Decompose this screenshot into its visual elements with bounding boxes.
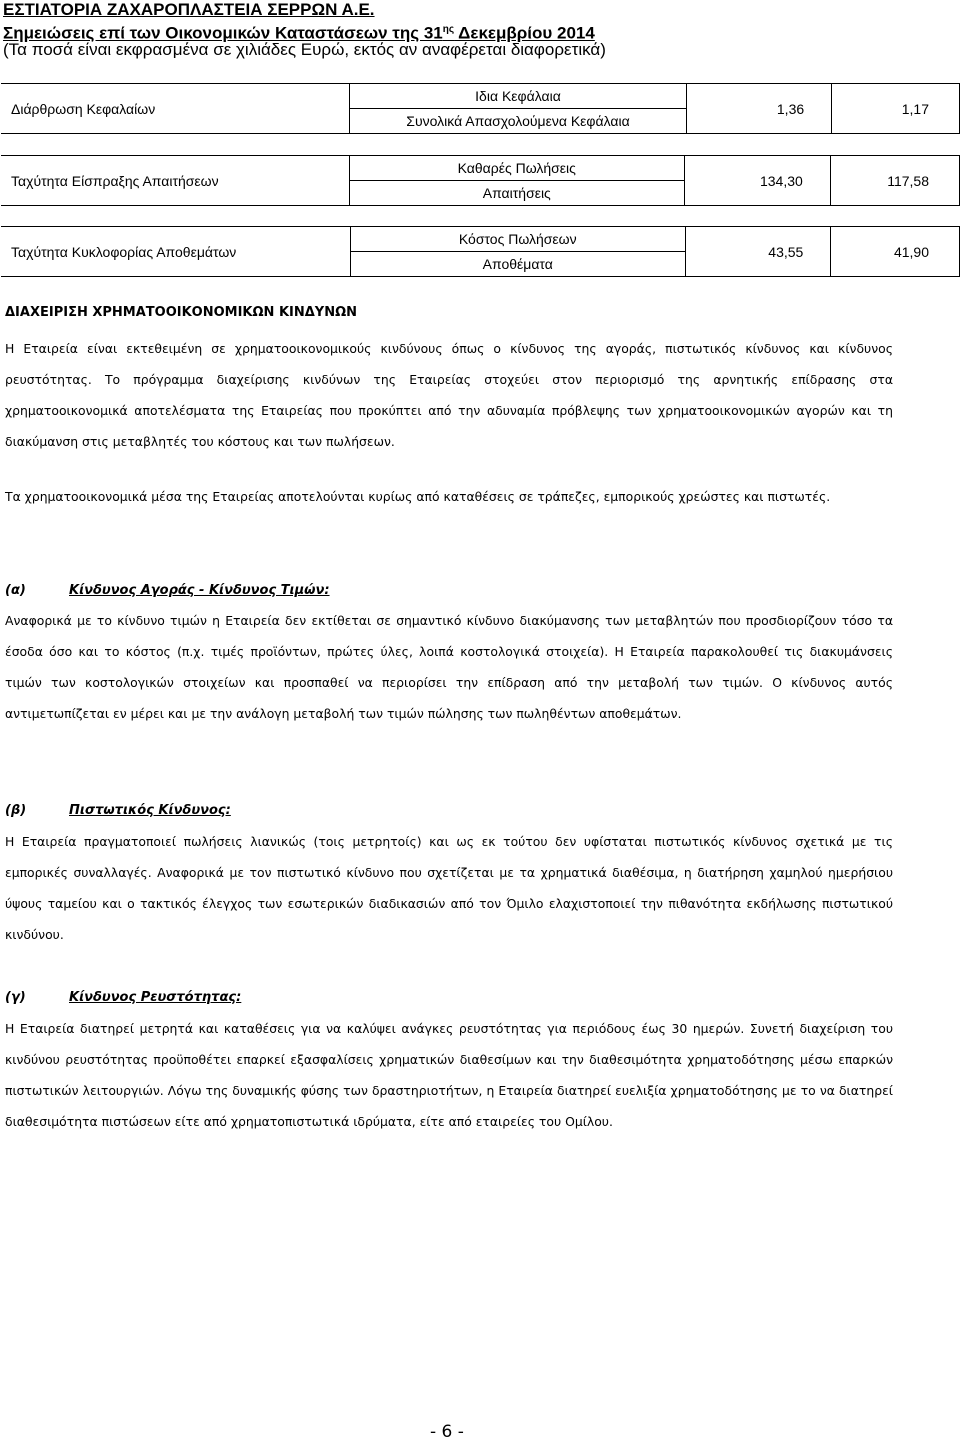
ratio-denominator: Συνολικά Απασχολούμενα Κεφάλαια: [406, 113, 630, 129]
risk-section-title: ΔΙΑΧΕΙΡΙΣΗ ΧΡΗΜΑΤΟΟΙΚΟΝΟΜΙΚΩΝ ΚΙΝΔΥΝΩΝ: [5, 305, 358, 320]
ratio-value-prior: 117,58: [830, 156, 959, 206]
market-risk-title: Κίνδυνος Αγοράς - Κίνδυνος Τιμών:: [69, 583, 330, 598]
notes-title-sup: ης: [442, 24, 455, 35]
ratio-denominator: Αποθέματα: [482, 256, 553, 272]
ratio-numerator: Καθαρές Πωλήσεις: [350, 156, 684, 181]
ratio-row: [1, 227, 960, 277]
ratios-table: [1, 226, 960, 277]
liquidity-risk-paragraph: Η Εταιρεία διατηρεί μετρητά και καταθέσεις για να καλύψει ανάγκες ρευστότητας για περιόδους έως 30 ημερών. Συνετή διαχείριση του κινδύνου ρευστότητας προϋποθέτει επαρκεί εξασφαλίσεις χρηματικών διαθεσίμων και την διαθεσιμότητα χρηματοδότησης μέσω επαρκών πιστωτικών λειτουργιών. Λόγω της δυναμικής φύσης των δραστηριοτήτων, η Εταιρεία διατηρεί ευελιξία χρηματοδότησης με το να διατηρεί διαθεσιμότητα πιστώσεων είτε από χρηματοπιστωτικά ιδρύματα, είτε από εταιρείες του Ομίλου.: [5, 1021, 893, 1129]
ratio-label: Ταχύτητα Κυκλοφορίας Αποθεμάτων: [1, 227, 350, 277]
ratio-denominator: Απαιτήσεις: [482, 185, 551, 201]
liquidity-risk-letter: (γ): [5, 990, 26, 1005]
ratio-row: [1, 156, 960, 206]
notes-title-text: Σημειώσεις επί των Οικονομικών Καταστάσεων της 31: [3, 23, 443, 43]
ratio-value-current: 1,36: [687, 84, 832, 134]
amounts-note: (Τα ποσά είναι εκφρασμένα σε χιλιάδες Ευρώ, εκτός αν αναφέρεται διαφορετικά): [3, 40, 606, 59]
liquidity-risk-title: Κίνδυνος Ρευστότητας:: [69, 990, 242, 1005]
ratio-row: [1, 84, 960, 134]
credit-risk-letter: (β): [5, 803, 27, 818]
ratio-value-prior: 41,90: [831, 227, 960, 277]
credit-risk-title: Πιστωτικός Κίνδυνος:: [69, 803, 231, 818]
ratios-table: [1, 83, 960, 134]
company-title: ΕΣΤΙΑΤΟΡΙΑ ΖΑΧΑΡΟΠΛΑΣΤΕΙΑ ΣΕΡΡΩΝ Α.Ε.: [3, 0, 375, 19]
ratio-numerator: Ιδια Κεφάλαια: [350, 84, 687, 109]
risk-intro-paragraph: Η Εταιρεία είναι εκτεθειμένη σε χρηματοοικονομικούς κινδύνους όπως ο κίνδυνος της αγοράς, πιστωτικός κίνδυνος και κίνδυνος ρευστότητας. Το πρόγραμμα διαχείρισης κινδύνων της Εταιρείας στοχεύει στον περιορισμό της αρνητικής επίδρασης στα χρηματοοικονομικά αποτελέσματα της Εταιρείας που προκύπτει από την αδυναμία πρόβλεψης των χρηματοοικονομικών αγορών και τη διακύμανση στις μεταβλητές του κόστους και των πωλήσεων.: [5, 341, 893, 449]
ratio-formula: [349, 84, 687, 134]
ratios-table: [1, 155, 960, 206]
notes-title-date: Δεκεμβρίου 2014: [454, 23, 595, 43]
ratio-label: Διάρθρωση Κεφαλαίων: [1, 84, 349, 134]
ratio-formula: [350, 227, 685, 277]
market-risk-letter: (α): [5, 583, 26, 598]
ratio-label: Ταχύτητα Είσπραξης Απαιτήσεων: [1, 156, 349, 206]
credit-risk-heading: [5, 803, 231, 818]
ratio-value-current: 43,55: [685, 227, 831, 277]
page-number: - 6 -: [430, 1422, 464, 1442]
credit-risk-paragraph: Η Εταιρεία πραγματοποιεί πωλήσεις λιανικώς (τοις μετρητοίς) και ως εκ τούτου δεν υφίσταται πιστωτικός κίνδυνος σχετικά με τις εμπορικές συναλλαγές. Αναφορικά με τον πιστωτικό κίνδυνο που σχετίζεται με τα χρηματικά διαθέσιμα, η διατήρηση χαμηλού ημερήσιου ύψους ταμείου και ο τακτικός έλεγχος των εσωτερικών διαδικασιών από τον Όμιλο ελαχιστοποιεί την πιθανότητα εκδήλωσης πιστωτικού κινδύνου.: [5, 834, 893, 942]
market-risk-heading: [5, 583, 330, 598]
ratio-value-current: 134,30: [684, 156, 830, 206]
risk-instruments-paragraph: Τα χρηματοοικονομικά μέσα της Εταιρείας αποτελούνται κυρίως από καταθέσεις σε τράπεζες, εμπορικούς χρεώστες και πιστωτές.: [5, 489, 831, 504]
market-risk-paragraph: Αναφορικά με το κίνδυνο τιμών η Εταιρεία δεν εκτίθεται σε σημαντικό κίνδυνο διακύμανσης των μεταβλητών που προσδιορίζουν τόσο τα έσοδα όσο και το κόστος (π.χ. τιμές προϊόντων, πρώτες ύλες, λοιπά κοστολογικά στοιχεία). Η Εταιρεία παρακολουθεί τις διακυμάνσεις τιμών των κοστολογικών στοιχείων και προσπαθεί να περιορίσει την επίδραση από την μεταβολή των τιμών. Ο κίνδυνος αυτός αντιμετωπίζεται εν μέρει και με την ανάλογη μεταβολή των τιμών πώλησης των πωληθέντων αποθεμάτων.: [5, 613, 893, 721]
liquidity-risk-heading: [5, 990, 241, 1005]
ratio-formula: [349, 156, 684, 206]
ratio-numerator: Κόστος Πωλήσεων: [351, 227, 685, 252]
ratio-value-prior: 1,17: [832, 84, 960, 134]
